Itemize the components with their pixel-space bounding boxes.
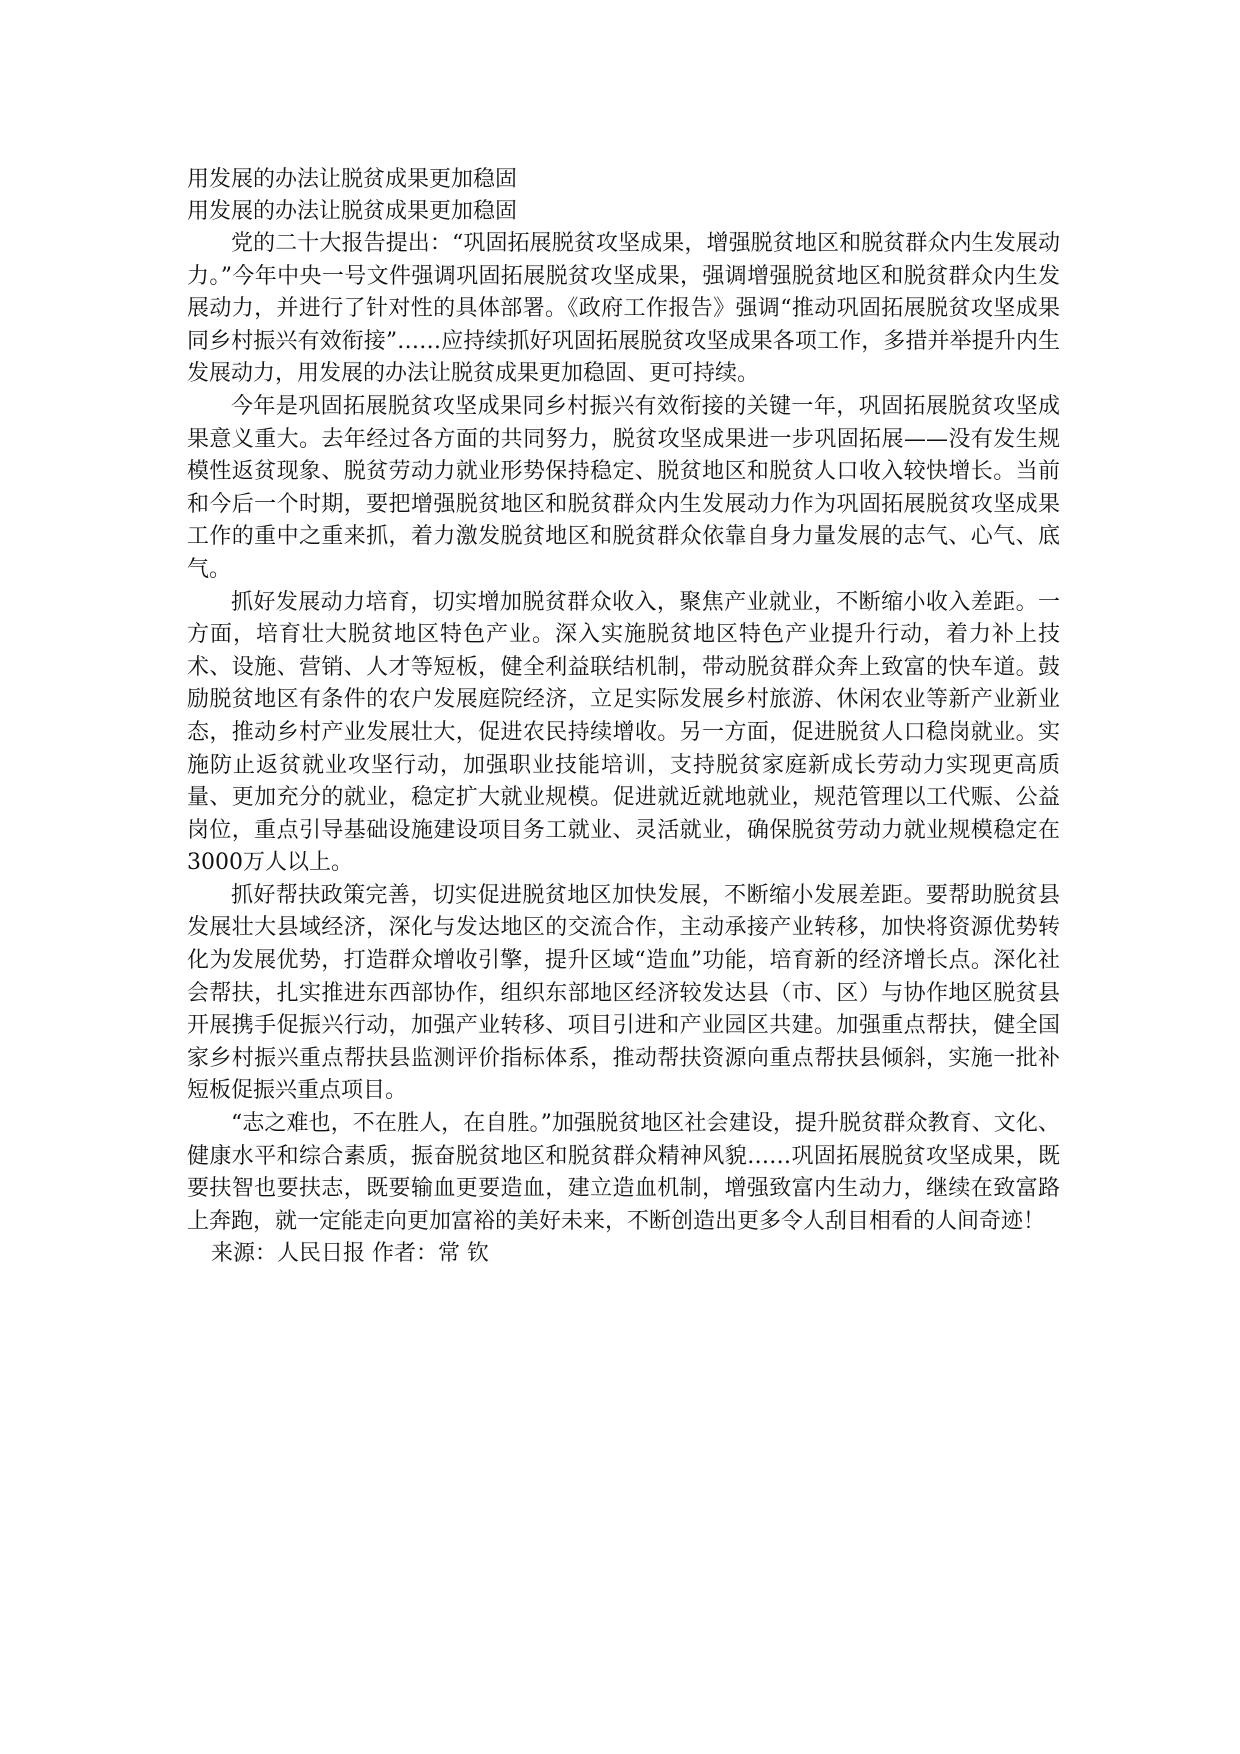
source-attribution: 来源：人民日报 作者：常 钦 [211,1241,489,1267]
paragraph-3: 抓好发展动力培育，切实增加脱贫群众收入，聚焦产业就业，不断缩小收入差距。一方面，培育壮大脱贫地区特色产业。深入实施脱贫地区特色产业提升行动，着力补上技术、设施、营销、人才等短板，健全利益联结机制，带动脱贫群众奔上致富的快车道。鼓励脱贫地区有条件的农户发展庭院经济，立足实际发展乡村旅游、休闲农业等新产业新业态，推动乡村产业发展壮大，促进农民持续增收。另一方面，促进脱贫人口稳岗就业。实施防止返贫就业攻坚行动，加强职业技能培训，支持脱贫家庭新成长劳动力实现更高质量、更加充分的就业，稳定扩大就业规模。促进就近就地就业，规范管理以工代赈、公益岗位，重点引导基础设施建设项目务工就业、灵活就业，确保脱贫劳动力就业规模稳定在3000万人以上。 [187,589,1060,876]
article-title-repeat: 用发展的办法让脱贫成果更加稳固 [187,199,518,224]
paragraph-5: “志之难也，不在胜人，在自胜。”加强脱贫地区社会建设，提升脱贫群众教育、文化、健康水平和综合素质，振奋脱贫地区和脱贫群众精神风貌……巩固拓展脱贫攻坚成果，既要扶智也要扶志，既要输血更要造血，建立造血机制，增强致富内生动力，继续在致富路上奔跑，就一定能走向更加富裕的美好未来，不断创造出更多令人刮目相看的人间奇迹！ [187,1111,1060,1234]
paragraph-4: 抓好帮扶政策完善，切实促进脱贫地区加快发展，不断缩小发展差距。要帮助脱贫县发展壮大县域经济，深化与发达地区的交流合作，主动承接产业转移，加快将资源优势转化为发展优势，打造群众增收引擎，提升区域“造血”功能，培育新的经济增长点。深化社会帮扶，扎实推进东西部协作，组织东部地区经济较发达县（市、区）与协作地区脱贫县开展携手促振兴行动，加强产业转移、项目引进和产业园区共建。加强重点帮扶，健全国家乡村振兴重点帮扶县监测评价指标体系，推动帮扶资源向重点帮扶县倾斜，实施一批补短板促振兴重点项目。 [187,882,1060,1104]
article-title: 用发展的办法让脱贫成果更加稳固 [187,167,518,192]
paragraph-1: 党的二十大报告提出：“巩固拓展脱贫攻坚成果，增强脱贫地区和脱贫群众内生发展动力。”今年中央一号文件强调巩固拓展脱贫攻坚成果，强调增强脱贫地区和脱贫群众内生发展动力，并进行了针对性的具体部署。《政府工作报告》强调“推动巩固拓展脱贫攻坚成果同乡村振兴有效衔接”……应持续抓好巩固拓展脱贫攻坚成果各项工作，多措并举提升内生发展动力，用发展的办法让脱贫成果更加稳固、更可持续。 [187,231,1060,387]
article-body [187,164,1060,1270]
paragraph-2: 今年是巩固拓展脱贫攻坚成果同乡村振兴有效衔接的关键一年，巩固拓展脱贫攻坚成果意义重大。去年经过各方面的共同努力，脱贫攻坚成果进一步巩固拓展——没有发生规模性返贫现象、脱贫劳动力就业形势保持稳定、脱贫地区和脱贫人口收入较快增长。当前和今后一个时期，要把增强脱贫地区和脱贫群众内生发展动力作为巩固拓展脱贫攻坚成果工作的重中之重来抓，着力激发脱贫地区和脱贫群众依靠自身力量发展的志气、心气、底气。 [187,393,1060,582]
